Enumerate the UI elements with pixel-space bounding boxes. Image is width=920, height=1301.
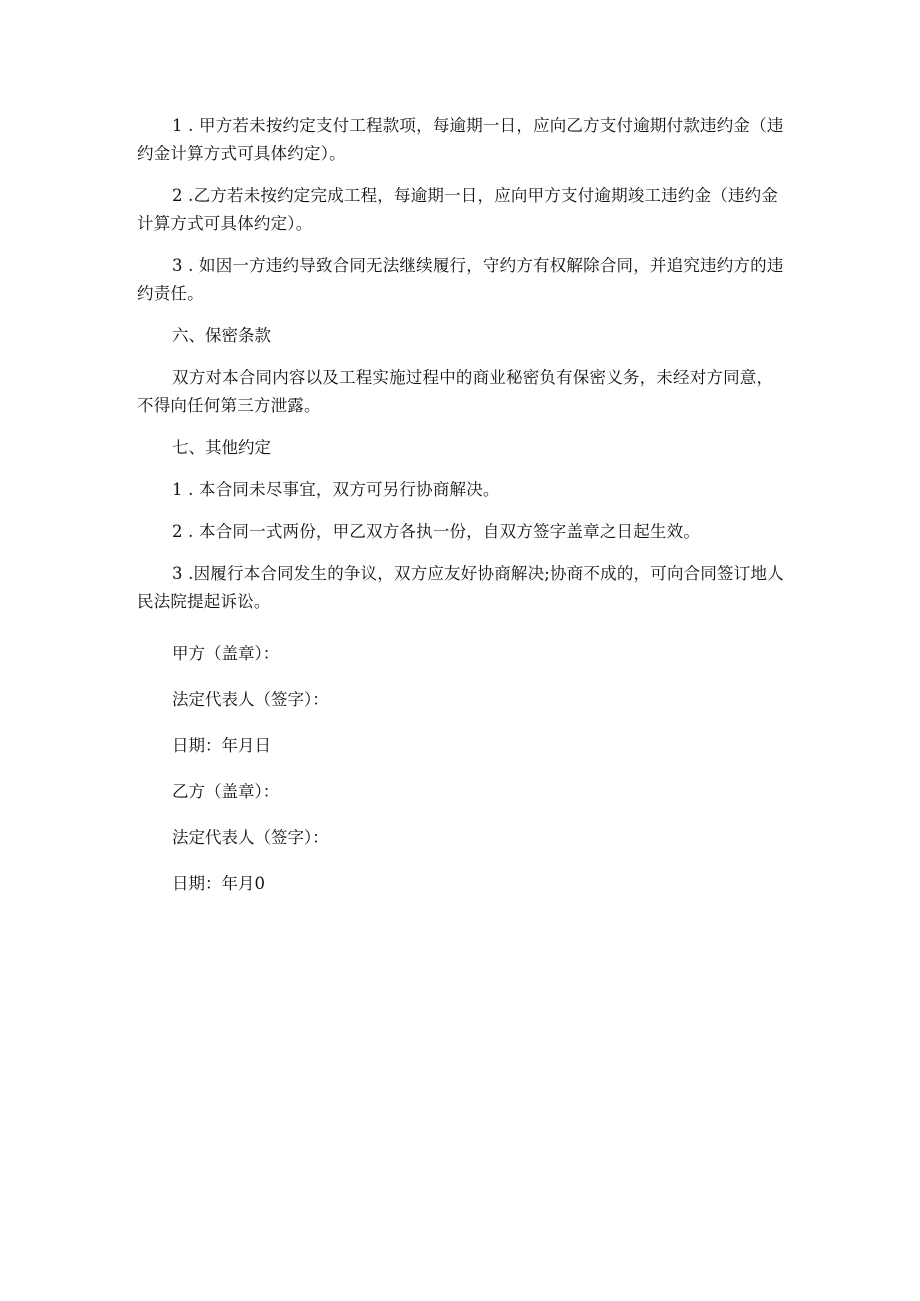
liability-item-1: 1 . 甲方若未按约定支付工程款项，每逾期一日，应向乙方支付逾期付款违约金（违约金计算方式可具体约定）。 bbox=[137, 116, 784, 163]
confidentiality-body: 双方对本合同内容以及工程实施过程中的商业秘密负有保密义务，未经对方同意，不得向任何第三方泄露。 bbox=[137, 368, 774, 415]
liability-item-2: 2 .乙方若未按约定完成工程，每逾期一日，应向甲方支付逾期竣工违约金（违约金计算方式可具体约定）。 bbox=[137, 186, 779, 233]
section-heading-confidentiality: 六、保密条款 bbox=[172, 326, 271, 345]
party-a-seal-line: 甲方（盖章）： bbox=[172, 644, 280, 663]
other-item-1: 1 . 本合同未尽事宜，双方可另行协商解决。 bbox=[172, 480, 500, 499]
party-a-representative-line: 法定代表人（签字）： bbox=[172, 690, 329, 709]
party-b-seal-line: 乙方（盖章）： bbox=[172, 782, 280, 801]
liability-item-3: 3 . 如因一方违约导致合同无法继续履行，守约方有权解除合同，并追究违约方的违约责任。 bbox=[137, 256, 784, 303]
other-item-3: 3 .因履行本合同发生的争议，双方应友好协商解决;协商不成的，可向合同签订地人民法院提起诉讼。 bbox=[137, 564, 784, 611]
party-b-representative-line: 法定代表人（签字）： bbox=[172, 828, 329, 847]
document-body bbox=[137, 112, 787, 916]
party-b-date-line: 日期：年月0 bbox=[172, 874, 265, 893]
section-heading-other: 七、其他约定 bbox=[172, 438, 271, 457]
other-item-2: 2 . 本合同一式两份，甲乙双方各执一份，自双方签字盖章之日起生效。 bbox=[172, 522, 701, 541]
spacer bbox=[137, 630, 787, 640]
party-a-date-line: 日期：年月日 bbox=[172, 736, 271, 755]
